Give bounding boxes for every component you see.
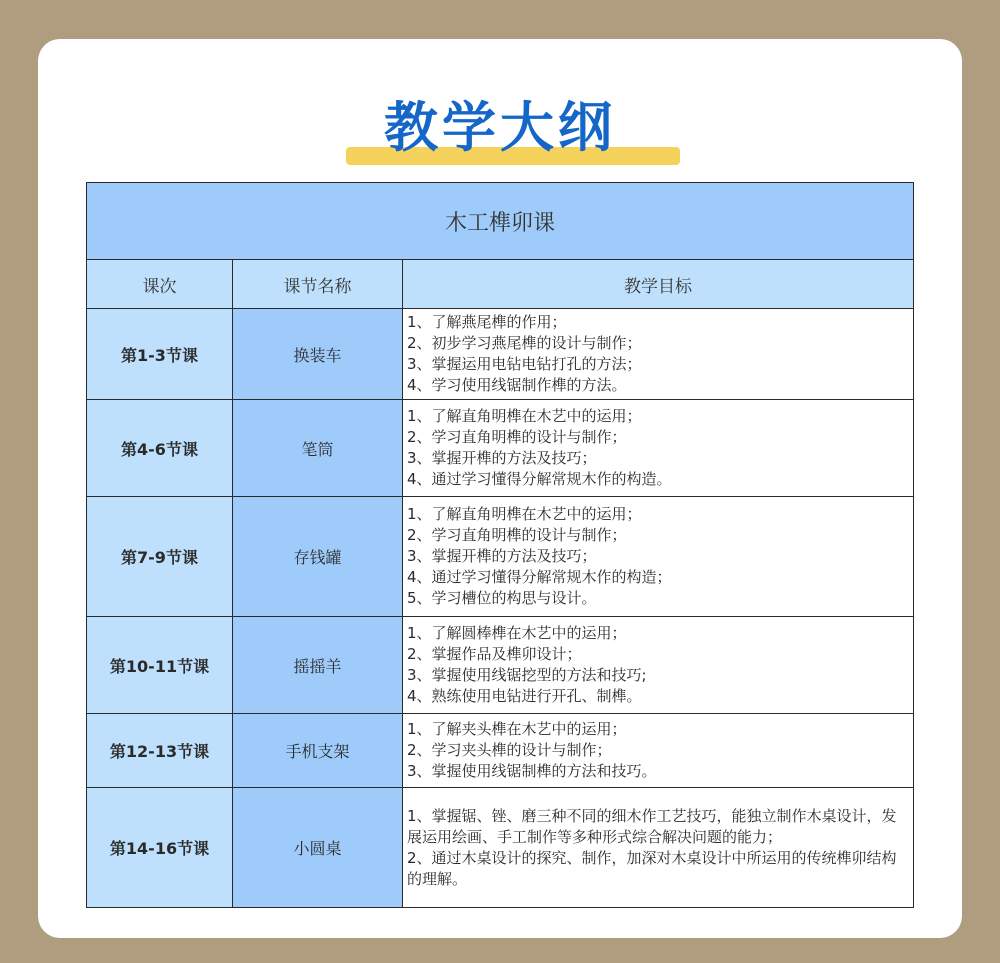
goal-line: 2、掌握作品及榫卯设计； <box>407 645 582 663</box>
syllabus-card <box>38 39 962 938</box>
goal-line: 2、学习直角明榫的设计与制作； <box>407 428 627 446</box>
session-cell: 第14-16节课 <box>87 788 233 908</box>
goal-line: 3、掌握使用线锯制榫的方法和技巧。 <box>407 762 657 780</box>
session-cell: 第7-9节课 <box>87 497 233 617</box>
goal-line: 3、掌握开榫的方法及技巧； <box>407 449 597 467</box>
lesson-name-cell: 存钱罐 <box>233 497 403 617</box>
goal-line: 4、通过学习懂得分解常规木作的构造。 <box>407 470 672 488</box>
goal-line: 2、通过木桌设计的探究、制作，加深对木桌设计中所运用的传统榫卯结构的理解。 <box>407 848 897 888</box>
goal-line: 4、熟练使用电钻进行开孔、制榫。 <box>407 687 642 705</box>
table-row <box>87 309 914 400</box>
page-title: 教学大纲 <box>384 96 616 159</box>
goals-cell <box>403 309 914 400</box>
header-lesson-name: 课节名称 <box>233 260 403 309</box>
header-session: 课次 <box>87 260 233 309</box>
goals-cell <box>403 400 914 497</box>
course-title: 木工榫卯课 <box>87 183 914 260</box>
table-row <box>87 788 914 908</box>
header-teaching-goals: 教学目标 <box>403 260 914 309</box>
lesson-name-cell: 笔筒 <box>233 400 403 497</box>
title-area <box>38 87 962 177</box>
goal-line: 1、了解圆棒榫在木艺中的运用； <box>407 624 627 642</box>
table-row <box>87 400 914 497</box>
goal-line: 1、了解直角明榫在木艺中的运用； <box>407 505 642 523</box>
lesson-name-cell: 小圆桌 <box>233 788 403 908</box>
goals-cell <box>403 714 914 788</box>
session-cell: 第12-13节课 <box>87 714 233 788</box>
syllabus-table <box>86 182 914 908</box>
goal-line: 1、了解夹头榫在木艺中的运用； <box>407 720 627 738</box>
table-row <box>87 714 914 788</box>
goal-line: 5、学习槽位的构思与设计。 <box>407 589 597 607</box>
goal-line: 2、学习直角明榫的设计与制作； <box>407 526 627 544</box>
goal-line: 1、掌握锯、锉、磨三种不同的细木作工艺技巧，能独立制作木桌设计，发展运用绘画、手工制作等多种形式综合解决问题的能力； <box>407 806 897 846</box>
goal-line: 3、掌握运用电钻电钻打孔的方法； <box>407 355 642 373</box>
lesson-name-cell: 摇摇羊 <box>233 617 403 714</box>
goal-line: 4、通过学习懂得分解常规木作的构造； <box>407 568 672 586</box>
goal-line: 1、了解燕尾榫的作用； <box>407 313 567 331</box>
session-cell: 第4-6节课 <box>87 400 233 497</box>
goal-line: 3、掌握开榫的方法及技巧； <box>407 547 597 565</box>
session-cell: 第1-3节课 <box>87 309 233 400</box>
goals-cell <box>403 788 914 908</box>
lesson-name-cell: 换装车 <box>233 309 403 400</box>
goal-line: 2、学习夹头榫的设计与制作； <box>407 741 612 759</box>
session-cell: 第10-11节课 <box>87 617 233 714</box>
table-row <box>87 497 914 617</box>
goal-line: 2、初步学习燕尾榫的设计与制作； <box>407 334 642 352</box>
goal-line: 4、学习使用线锯制作榫的方法。 <box>407 376 627 394</box>
table-row <box>87 617 914 714</box>
goals-cell <box>403 617 914 714</box>
goal-line: 3、掌握使用线锯挖型的方法和技巧; <box>407 666 647 684</box>
goals-cell <box>403 497 914 617</box>
goal-line: 1、了解直角明榫在木艺中的运用； <box>407 407 642 425</box>
lesson-name-cell: 手机支架 <box>233 714 403 788</box>
